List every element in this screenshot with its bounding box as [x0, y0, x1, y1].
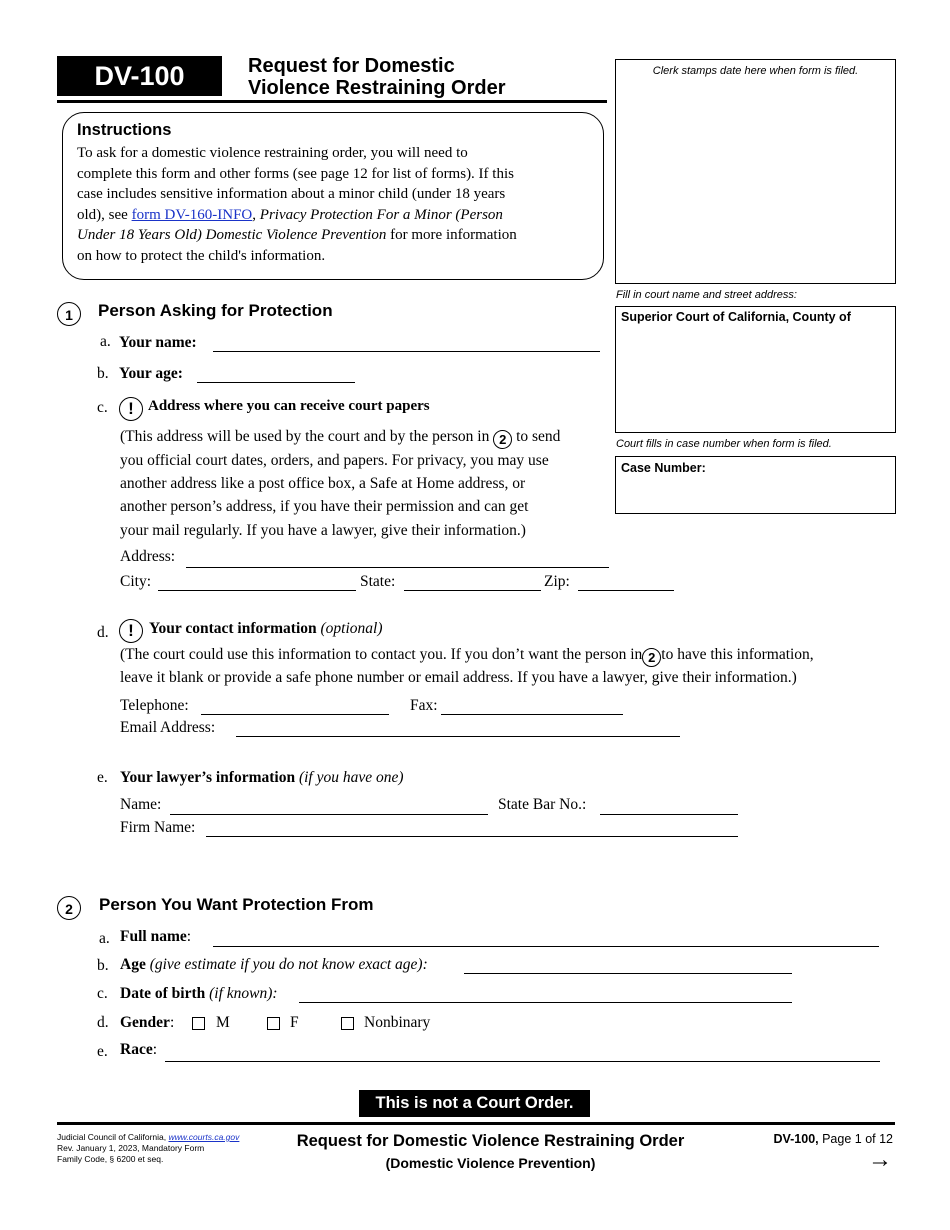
court-name-label: Superior Court of California, County of: [621, 310, 851, 324]
address-instructions: (This address will be used by the court and by the person in 2 to send you official court dates, orders, and papers. For privacy, you may use another address like a post office box, a Safe at Home address, or another person’s address, if you have their permission and can get your mail regularly. If you have a lawyer, give their information.): [120, 428, 561, 539]
fax-label: Fax:: [410, 697, 438, 714]
state-bar-field[interactable]: [600, 814, 738, 815]
section-2-ref-icon: 2: [493, 430, 512, 449]
your-age-field[interactable]: [197, 382, 355, 383]
court-box-caption: Fill in court name and street address:: [616, 289, 797, 301]
case-number-label: Case Number:: [621, 461, 706, 475]
case-box-caption: Court fills in case number when form is filed.: [616, 438, 832, 450]
city-field[interactable]: [158, 590, 356, 591]
dv160-info-link[interactable]: form DV-160-INFO: [131, 206, 253, 223]
your-name-label: Your name:: [119, 334, 197, 351]
gender-nonbinary-label: Nonbinary: [364, 1014, 431, 1031]
full-name-field[interactable]: [213, 946, 879, 947]
telephone-field[interactable]: [201, 714, 389, 715]
item-2d-letter: d.: [97, 1014, 109, 1031]
item-2c-letter: c.: [97, 985, 108, 1002]
alert-icon: !: [119, 619, 143, 643]
item-1b-letter: b.: [97, 365, 109, 382]
instructions-text: To ask for a domestic violence restraining order, you will need to complete this form and other forms (see page 12 for list of forms). If this case includes sensitive information about a minor child (under 18 years old), see form DV-160-INFO, Privacy Protection For a Minor (Person Under 18 Years Old) Domestic Violence Prevention for more information on how to protect the child's information.: [77, 145, 517, 264]
footer-rule: [57, 1122, 895, 1125]
item-2a-letter: a.: [99, 930, 110, 947]
footer-subtitle: (Domestic Violence Prevention): [385, 1155, 596, 1171]
state-field[interactable]: [404, 590, 541, 591]
footer-council: Judicial Council of California, www.courts.ca.gov Rev. January 1, 2023, Mandatory Form Family Code, § 6200 et seq.: [57, 1132, 240, 1164]
gender-label: Gender:: [120, 1014, 175, 1031]
firm-name-field[interactable]: [206, 836, 738, 837]
footer-title: Request for Domestic Violence Restraining Order: [296, 1132, 685, 1150]
section-1-number: 1: [57, 302, 81, 326]
contact-info-heading: Your contact information (optional): [149, 620, 383, 637]
item-1c-letter: c.: [97, 399, 108, 416]
item-2e-letter: e.: [97, 1043, 108, 1060]
dob-field[interactable]: [299, 1002, 792, 1003]
email-field[interactable]: [236, 736, 680, 737]
header-rule: [57, 100, 607, 103]
court-name-box[interactable]: [615, 306, 896, 433]
dob-label: Date of birth (if known):: [120, 985, 278, 1002]
section-1-heading: Person Asking for Protection: [98, 301, 333, 320]
gender-nonbinary-checkbox[interactable]: [341, 1017, 354, 1030]
lawyer-name-field[interactable]: [170, 814, 488, 815]
section-2-number: 2: [57, 896, 81, 920]
item-1d-letter: d.: [97, 624, 109, 641]
footer-page-info: DV-100, Page 1 of 12: [773, 1132, 893, 1146]
section-2-heading: Person You Want Protection From: [99, 895, 374, 914]
zip-field[interactable]: [578, 590, 674, 591]
gender-f-checkbox[interactable]: [267, 1017, 280, 1030]
state-label: State:: [360, 573, 396, 590]
section-2-ref-icon: 2: [642, 648, 661, 667]
gender-m-label: M: [216, 1014, 230, 1031]
gender-m-checkbox[interactable]: [192, 1017, 205, 1030]
address-label: Address:: [120, 548, 176, 565]
clerk-stamp-label: Clerk stamps date here when form is filed.: [652, 65, 859, 77]
race-field[interactable]: [165, 1061, 880, 1062]
email-label: Email Address:: [120, 719, 216, 736]
item-1a-letter: a.: [100, 333, 111, 350]
your-name-field[interactable]: [213, 351, 600, 352]
not-court-order-notice: This is not a Court Order.: [359, 1090, 590, 1117]
age-label: Age (give estimate if you do not know exact age):: [120, 956, 428, 973]
lawyer-info-heading: Your lawyer’s information (if you have one): [120, 769, 404, 786]
courts-website-link[interactable]: www.courts.ca.gov: [168, 1132, 240, 1142]
address-field[interactable]: [186, 567, 609, 568]
form-id-badge: DV-100: [57, 56, 222, 96]
full-name-label: Full name:: [120, 928, 192, 945]
alert-icon: !: [119, 397, 143, 421]
firm-name-label: Firm Name:: [120, 819, 196, 836]
zip-label: Zip:: [544, 573, 570, 590]
race-label: Race:: [120, 1041, 158, 1058]
your-age-label: Your age:: [119, 365, 183, 382]
next-page-arrow-icon[interactable]: →: [868, 1146, 892, 1173]
state-bar-label: State Bar No.:: [498, 796, 587, 813]
city-label: City:: [120, 573, 152, 590]
telephone-label: Telephone:: [120, 697, 189, 714]
fax-field[interactable]: [441, 714, 623, 715]
item-2b-letter: b.: [97, 957, 109, 974]
gender-f-label: F: [290, 1014, 299, 1031]
form-title-line2: Violence Restraining Order: [248, 77, 506, 99]
contact-instructions: (The court could use this information to contact you. If you don’t want the person in 2 to have this information, leave it blank or provide a safe phone number or email address. If you have a lawyer, give their information.): [120, 646, 814, 686]
clerk-stamp-box: [615, 59, 896, 284]
case-number-box[interactable]: [615, 456, 896, 514]
address-heading-label: Address where you can receive court papers: [148, 398, 430, 414]
age-field[interactable]: [464, 973, 792, 974]
form-title-line1: Request for Domestic: [248, 55, 455, 77]
item-1e-letter: e.: [97, 769, 108, 786]
lawyer-name-label: Name:: [120, 796, 162, 813]
instructions-heading: Instructions: [77, 121, 172, 139]
